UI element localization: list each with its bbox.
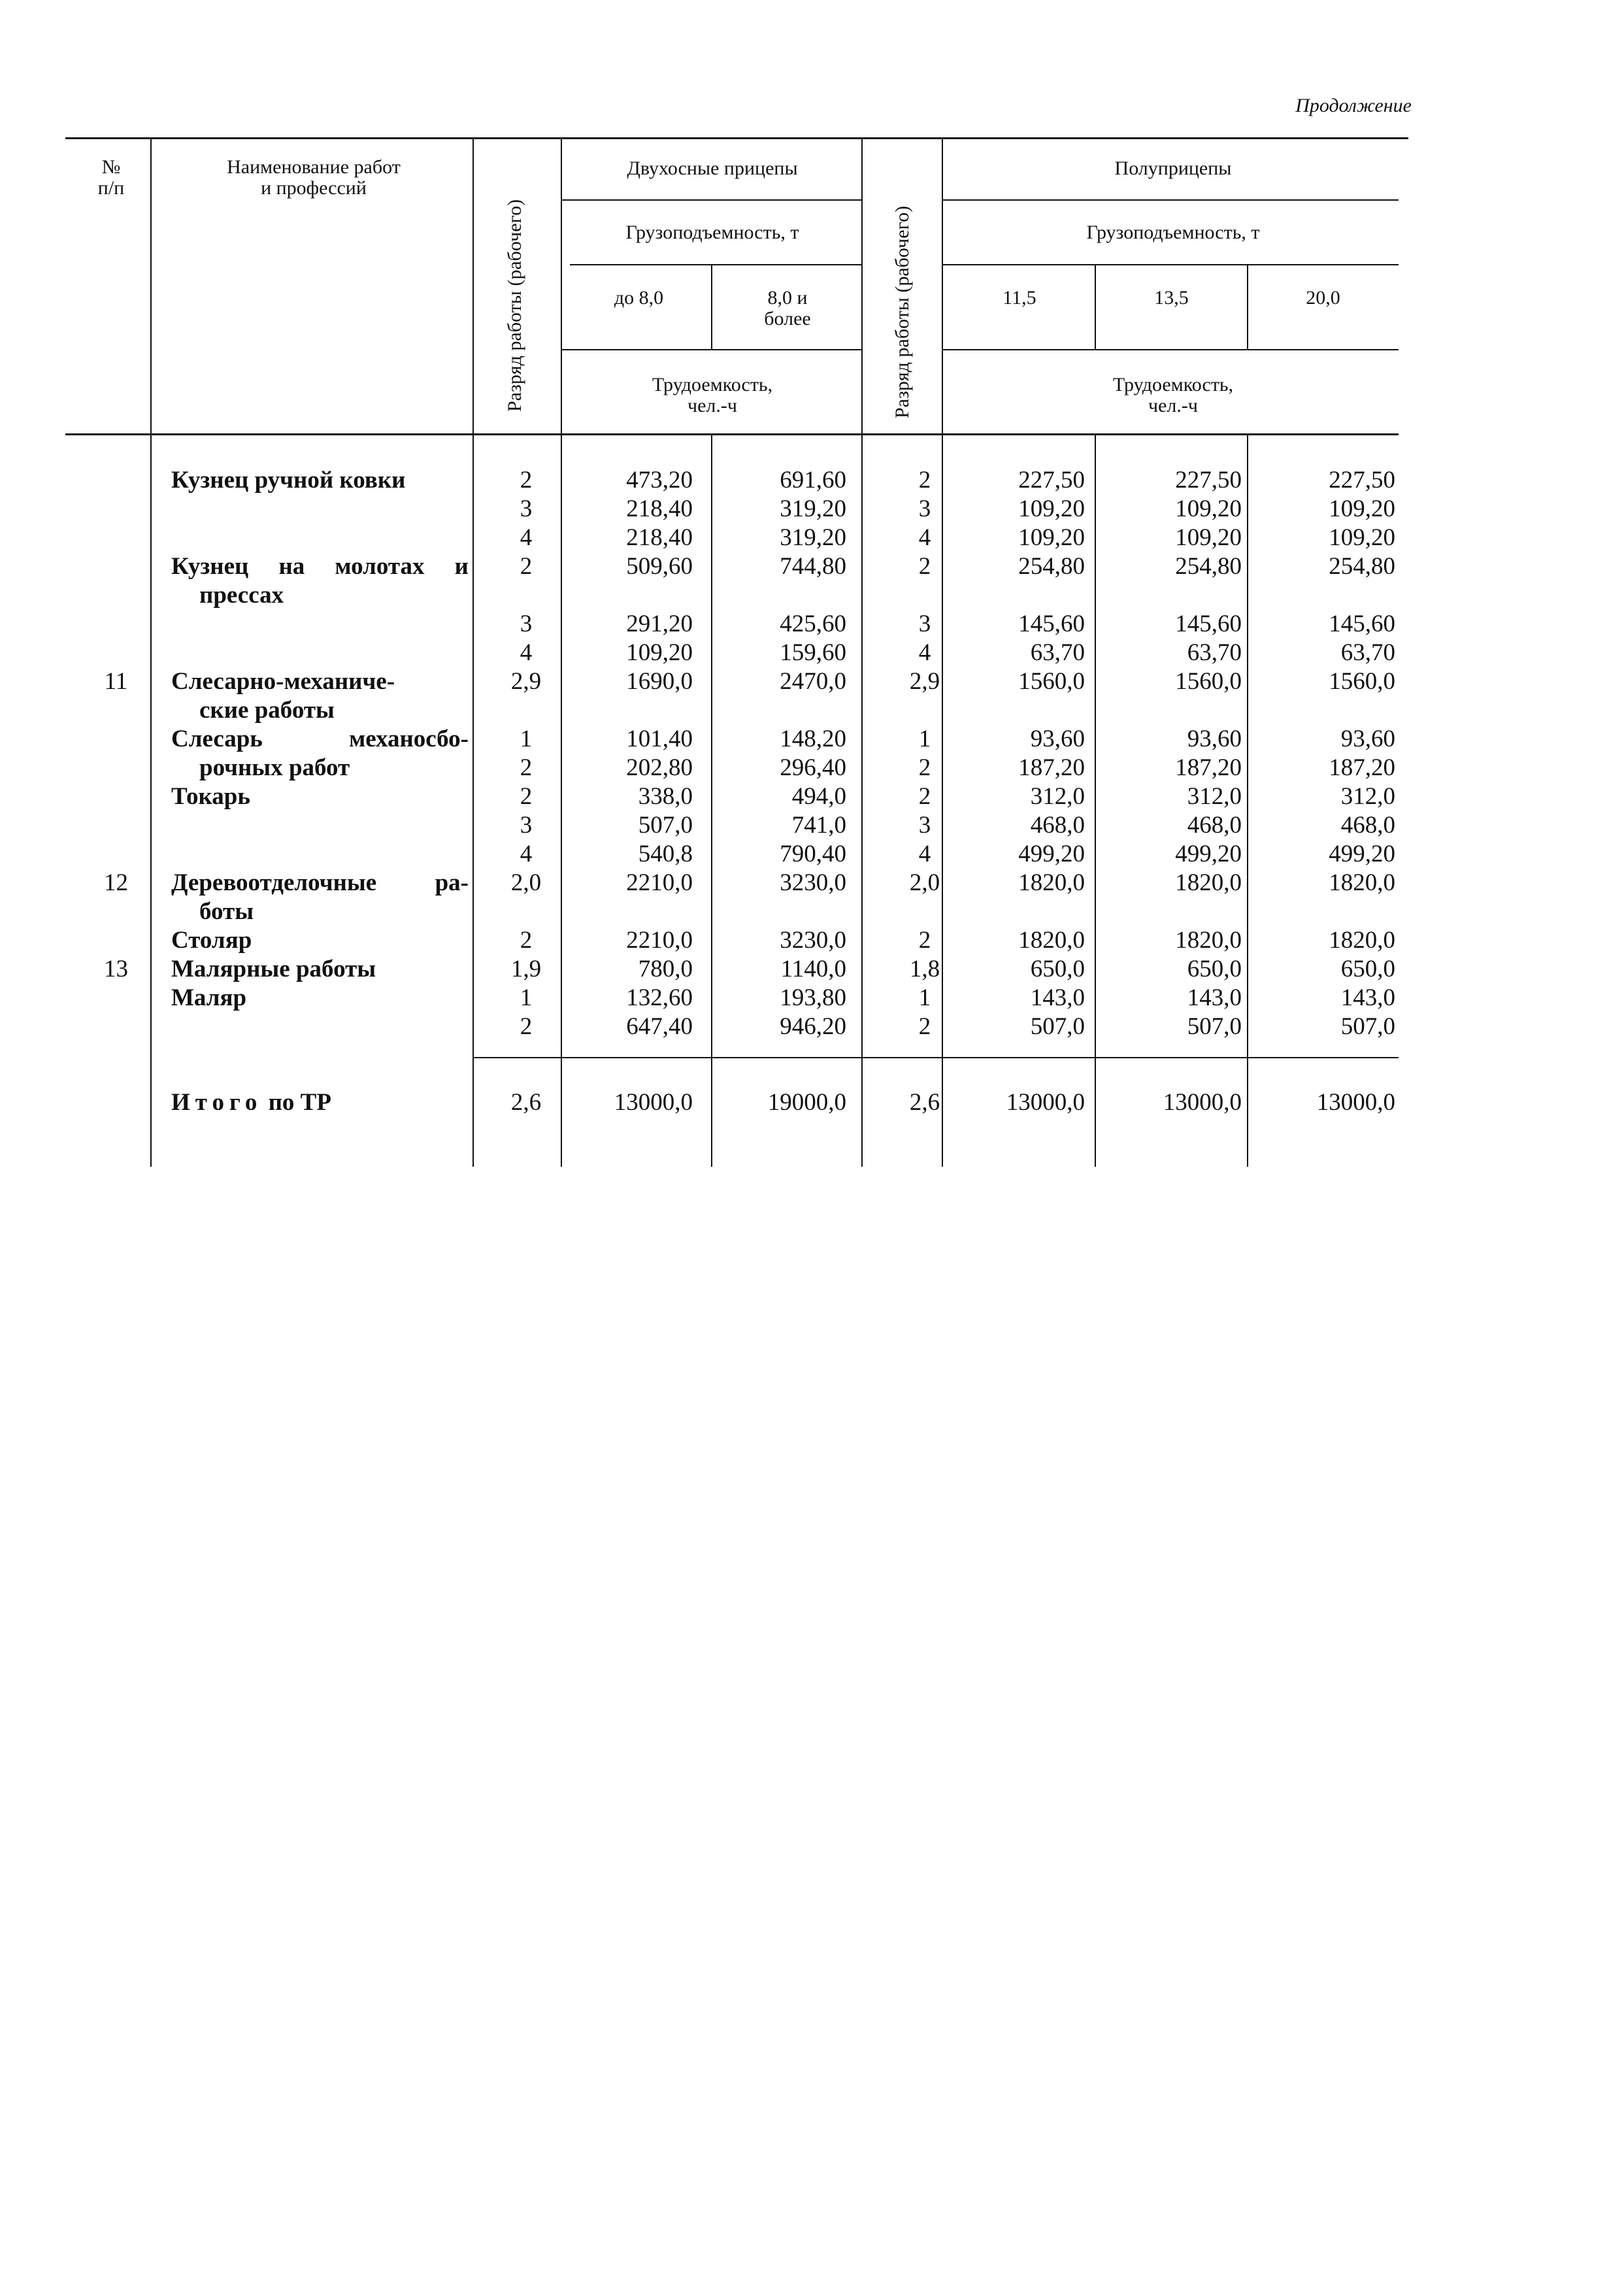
row-value-4: 63,70 [1187, 639, 1242, 666]
row-value-1: 2210,0 [626, 927, 693, 954]
row-name: Кузнец на молотах и [171, 553, 469, 580]
col-line-8 [1247, 264, 1248, 349]
row-rank1: 1 [520, 984, 533, 1011]
total-label [171, 1088, 469, 1117]
row-name: Слесарно-механиче- [171, 668, 395, 695]
row-rank1: 2 [520, 754, 533, 781]
continuation-label: Продолжение [1295, 95, 1412, 116]
row-value-4: 93,60 [1187, 726, 1242, 752]
row-value-3: 187,20 [1018, 754, 1085, 781]
row-value-5: 468,0 [1340, 812, 1395, 839]
row-value-1: 218,40 [626, 524, 693, 551]
row-value-3: 63,70 [1030, 639, 1085, 666]
row-value-1: 291,20 [626, 611, 693, 637]
table-row [0, 1013, 1624, 1041]
row-value-4: 187,20 [1175, 754, 1242, 781]
header-sub2-2: 20,0 [1306, 287, 1340, 309]
row-value-2: 2470,0 [780, 668, 846, 695]
row-rank1: 2,0 [510, 869, 542, 896]
row-name: Кузнец ручной ковки [171, 467, 406, 494]
row-name: боты [199, 898, 254, 925]
table-row [0, 552, 1624, 581]
row-value-5: 187,20 [1329, 754, 1395, 781]
row-value-4: 499,20 [1175, 841, 1242, 867]
row-rank1: 2 [520, 1013, 533, 1040]
table-row [0, 696, 1624, 725]
row-value-4: 468,0 [1187, 812, 1242, 839]
row-value-1: 202,80 [626, 754, 693, 781]
row-value-5: 254,80 [1329, 553, 1395, 580]
row-value-2: 946,20 [780, 1013, 846, 1040]
total-value-2: 19000,0 [767, 1089, 846, 1116]
row-name: Деревоотделочные ра- [171, 869, 469, 896]
row-value-2: 296,40 [780, 754, 846, 781]
row-rank2: 2,0 [909, 869, 940, 896]
header-divider-capacity1 [570, 264, 863, 265]
row-value-2: 744,80 [780, 553, 846, 580]
row-rank1: 2 [520, 467, 533, 494]
row-name: ские работы [199, 697, 335, 724]
row-value-1: 101,40 [626, 726, 693, 752]
row-no: 13 [104, 956, 128, 982]
header-sub2-1: 13,5 [1154, 287, 1189, 309]
total-value-1: 13000,0 [614, 1089, 693, 1116]
row-rank2: 4 [918, 524, 931, 551]
header-group2: Полуприцепы [1114, 158, 1232, 179]
row-rank2: 2 [918, 783, 931, 810]
row-no: 12 [104, 869, 128, 896]
row-name: Столяр [171, 927, 252, 954]
row-rank1: 4 [520, 639, 533, 666]
table-row [0, 754, 1624, 782]
row-rank1: 2 [520, 553, 533, 580]
row-value-2: 1140,0 [780, 956, 846, 982]
row-value-2: 741,0 [791, 812, 846, 839]
row-rank1: 4 [520, 841, 533, 867]
row-name: рочных работ [199, 754, 350, 781]
table-row [0, 610, 1624, 639]
header-capacity2: Грузоподъемность, т [1086, 222, 1260, 243]
row-value-5: 109,20 [1329, 495, 1395, 522]
row-value-2: 319,20 [780, 495, 846, 522]
table-row [0, 955, 1624, 984]
table-row [0, 782, 1624, 811]
row-value-3: 1820,0 [1018, 927, 1085, 954]
header-name: Наименование работ и профессий [227, 156, 401, 199]
row-value-1: 218,40 [626, 495, 693, 522]
row-value-2: 425,60 [780, 611, 846, 637]
row-value-1: 647,40 [626, 1013, 693, 1040]
header-bottom-border [65, 433, 1399, 435]
row-rank1: 4 [520, 524, 533, 551]
row-rank2: 3 [918, 812, 931, 839]
table-row [0, 495, 1624, 524]
row-value-4: 143,0 [1187, 984, 1242, 1011]
row-value-1: 509,60 [626, 553, 693, 580]
row-rank1: 3 [520, 611, 533, 637]
header-labor2: Трудоемкость, чел.-ч [1112, 374, 1234, 416]
row-value-1: 109,20 [626, 639, 693, 666]
table-row [0, 524, 1624, 552]
table-row [0, 639, 1624, 667]
header-divider-group2 [943, 199, 1399, 201]
table-row [0, 869, 1624, 897]
row-value-4: 109,20 [1175, 524, 1242, 551]
row-rank2: 2 [918, 553, 931, 580]
total-rank1: 2,6 [510, 1089, 542, 1116]
row-value-3: 650,0 [1030, 956, 1085, 982]
row-name: Маляр [171, 984, 247, 1011]
table-row [0, 811, 1624, 840]
header-labor1: Трудоемкость, чел.-ч [652, 374, 773, 416]
header-divider-group1 [562, 199, 863, 201]
total-top-border [472, 1057, 1399, 1058]
row-value-3: 312,0 [1030, 783, 1085, 810]
row-name: прессах [199, 582, 284, 609]
row-value-5: 507,0 [1340, 1013, 1395, 1040]
row-value-4: 507,0 [1187, 1013, 1242, 1040]
row-rank1: 2,9 [510, 668, 542, 695]
row-value-5: 143,0 [1340, 984, 1395, 1011]
row-rank2: 2 [918, 467, 931, 494]
row-value-2: 3230,0 [780, 869, 846, 896]
row-value-5: 145,60 [1329, 611, 1395, 637]
row-rank2: 3 [918, 611, 931, 637]
table-row [0, 667, 1624, 696]
header-divider-sub1 [562, 349, 863, 350]
header-rank-2: Разряд работы (рабочего) [891, 205, 913, 418]
row-value-3: 254,80 [1018, 553, 1085, 580]
row-rank1: 1 [520, 726, 533, 752]
table-row [0, 466, 1624, 495]
row-rank1: 1,9 [510, 956, 542, 982]
row-value-5: 1820,0 [1329, 927, 1395, 954]
total-label-rest: по ТР [268, 1089, 331, 1116]
row-value-3: 109,20 [1018, 495, 1085, 522]
row-value-5: 1820,0 [1329, 869, 1395, 896]
row-rank2: 2 [918, 754, 931, 781]
header-sub1-1: 8,0 и более [764, 287, 811, 329]
table-row [0, 840, 1624, 869]
row-value-2: 319,20 [780, 524, 846, 551]
row-name: Малярные работы [171, 956, 376, 982]
header-rank-1: Разряд работы (рабочего) [504, 199, 525, 412]
row-value-1: 1690,0 [626, 668, 693, 695]
row-value-5: 227,50 [1329, 467, 1395, 494]
row-value-4: 254,80 [1175, 553, 1242, 580]
row-value-3: 145,60 [1018, 611, 1085, 637]
row-value-2: 790,40 [780, 841, 846, 867]
total-value-4: 13000,0 [1163, 1089, 1242, 1116]
total-rank2: 2,6 [909, 1089, 940, 1116]
row-value-5: 499,20 [1329, 841, 1395, 867]
row-rank2: 2,9 [909, 668, 940, 695]
col-line-4 [711, 264, 712, 349]
row-name: Слесарь механосбо- [171, 726, 469, 752]
header-sub2-0: 11,5 [1003, 287, 1036, 309]
row-name: Токарь [171, 783, 250, 810]
row-value-3: 1560,0 [1018, 668, 1085, 695]
row-rank2: 1 [918, 726, 931, 752]
row-value-4: 227,50 [1175, 467, 1242, 494]
row-value-2: 193,80 [780, 984, 846, 1011]
table-row [0, 725, 1624, 754]
header-sub1-0: до 8,0 [614, 287, 664, 309]
row-value-3: 499,20 [1018, 841, 1085, 867]
row-value-5: 93,60 [1340, 726, 1395, 752]
row-value-3: 109,20 [1018, 524, 1085, 551]
row-value-2: 148,20 [780, 726, 846, 752]
row-value-2: 3230,0 [780, 927, 846, 954]
row-rank1: 2 [520, 783, 533, 810]
row-value-1: 780,0 [638, 956, 693, 982]
row-value-1: 473,20 [626, 467, 693, 494]
row-value-1: 338,0 [638, 783, 693, 810]
row-value-3: 1820,0 [1018, 869, 1085, 896]
row-value-2: 494,0 [791, 783, 846, 810]
row-value-4: 650,0 [1187, 956, 1242, 982]
row-rank2: 4 [918, 639, 931, 666]
row-value-5: 63,70 [1340, 639, 1395, 666]
col-line-7 [1095, 264, 1096, 349]
row-value-4: 109,20 [1175, 495, 1242, 522]
row-value-1: 540,8 [638, 841, 693, 867]
total-value-3: 13000,0 [1006, 1089, 1085, 1116]
row-value-5: 312,0 [1340, 783, 1395, 810]
row-rank2: 4 [918, 841, 931, 867]
row-value-4: 1560,0 [1175, 668, 1242, 695]
total-value-5: 13000,0 [1316, 1089, 1395, 1116]
row-rank1: 2 [520, 927, 533, 954]
row-rank2: 1 [918, 984, 931, 1011]
table-row [0, 984, 1624, 1013]
row-value-1: 507,0 [638, 812, 693, 839]
row-value-2: 691,60 [780, 467, 846, 494]
header-group1: Двухосные прицепы [627, 158, 798, 179]
row-value-1: 132,60 [626, 984, 693, 1011]
row-value-4: 312,0 [1187, 783, 1242, 810]
row-value-4: 1820,0 [1175, 869, 1242, 896]
row-rank2: 2 [918, 927, 931, 954]
table-row [0, 581, 1624, 610]
row-rank2: 2 [918, 1013, 931, 1040]
row-value-5: 109,20 [1329, 524, 1395, 551]
table-row [0, 897, 1624, 926]
row-value-2: 159,60 [780, 639, 846, 666]
header-no: № п/п [97, 156, 125, 199]
row-no: 11 [104, 668, 128, 695]
table-top-border [65, 137, 1408, 139]
header-capacity1: Грузоподъемность, т [625, 222, 799, 243]
row-value-1: 2210,0 [626, 869, 693, 896]
row-rank1: 3 [520, 812, 533, 839]
row-value-3: 507,0 [1030, 1013, 1085, 1040]
row-rank1: 3 [520, 495, 533, 522]
row-value-3: 468,0 [1030, 812, 1085, 839]
row-value-4: 1820,0 [1175, 927, 1242, 954]
row-value-3: 93,60 [1030, 726, 1085, 752]
total-label-spaced: Итого [171, 1089, 263, 1116]
total-row [0, 1088, 1624, 1117]
row-value-5: 650,0 [1340, 956, 1395, 982]
row-value-4: 145,60 [1175, 611, 1242, 637]
table-row [0, 926, 1624, 955]
row-value-5: 1560,0 [1329, 668, 1395, 695]
row-value-3: 227,50 [1018, 467, 1085, 494]
header-divider-capacity2 [943, 264, 1399, 265]
row-value-3: 143,0 [1030, 984, 1085, 1011]
row-rank2: 1,8 [909, 956, 940, 982]
row-rank2: 3 [918, 495, 931, 522]
header-divider-sub2 [943, 349, 1399, 350]
